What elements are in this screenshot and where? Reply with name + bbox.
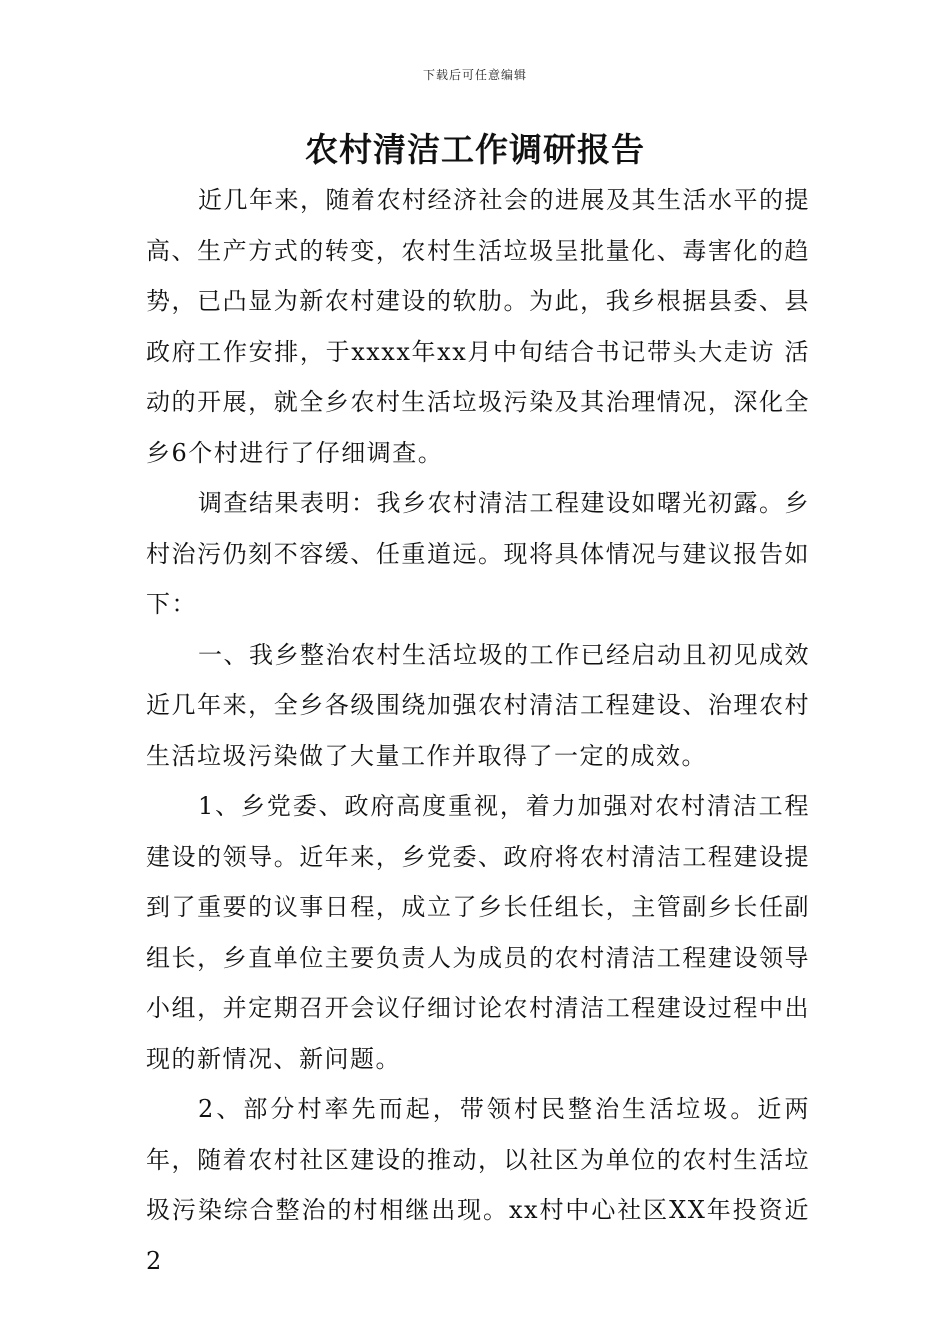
paragraph-survey-result: 调查结果表明：我乡农村清洁工程建设如曙光初露。乡村治污仍刻不容缓、任重道远。现将具体情况与建议报告如下：	[146, 489, 810, 618]
paragraph-item-two: 2、部分村率先而起，带领村民整治生活垃圾。近两年，随着农村社区建设的推动，以社区为单位的农村生活垃圾污染综合整治的村相继出现。xx村中心社区XX年投资近2	[146, 1095, 810, 1275]
paragraph-section-one: 一、我乡整治农村生活垃圾的工作已经启动且初见成效 近几年来，全乡各级围绕加强农村清洁工程建设、治理农村生活垃圾污染做了大量工作并取得了一定的成效。	[146, 640, 810, 770]
document-body	[146, 175, 810, 1286]
document-title: 农村清洁工作调研报告	[305, 130, 645, 169]
paragraph-item-one: 1、乡党委、政府高度重视，着力加强对农村清洁工程建设的领导。近年来，乡党委、政府将农村清洁工程建设提到了重要的议事日程，成立了乡长任组长，主管副乡长任副组长，乡直单位主要负责人为成员的农村清洁工程建设领导小组，并定期召开会议仔细讨论农村清洁工程建设过程中出现的新情况、新问题。	[146, 792, 810, 1073]
paragraph-intro: 近几年来，随着农村经济社会的进展及其生活水平的提高、生产方式的转变，农村生活垃圾呈批量化、毒害化的趋势，已凸显为新农村建设的软肋。为此，我乡根据县委、县政府工作安排，于xxxx年xx月中旬结合书记带头大走访 活动的开展，就全乡农村生活垃圾污染及其治理情况，深化全乡6个村进行了仔细调查。	[146, 186, 810, 467]
page-header-note: 下载后可任意编辑	[422, 68, 527, 82]
